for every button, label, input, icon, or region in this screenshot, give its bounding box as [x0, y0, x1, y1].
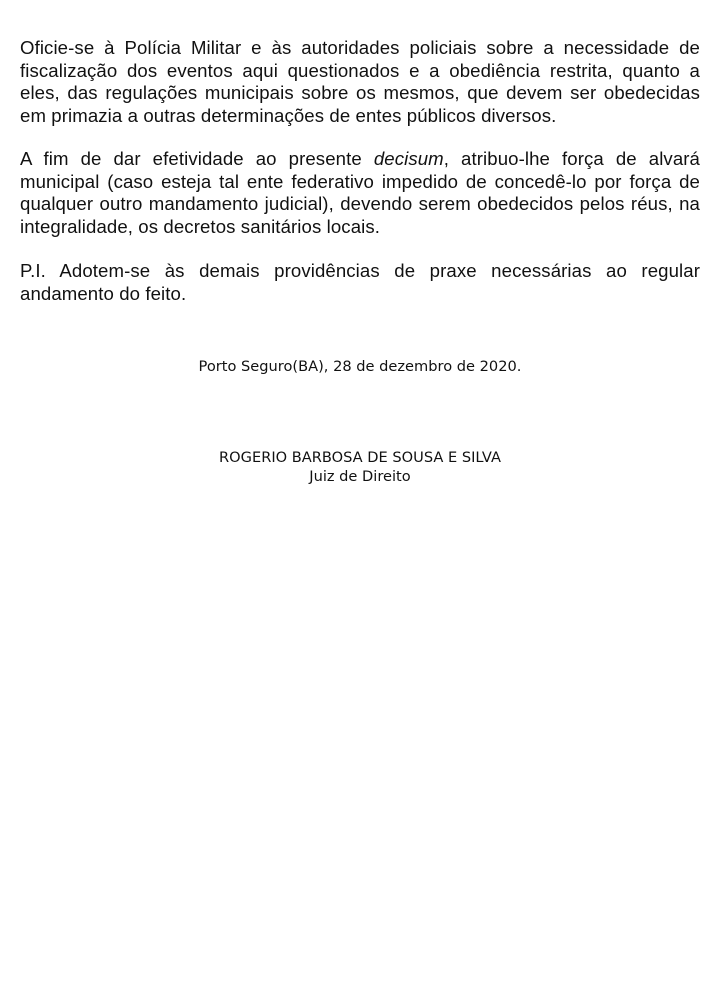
- paragraph-oficie: Oficie-se à Polícia Militar e às autoridades policiais sobre a necessidade de fiscalização dos eventos aqui questionados e a obediência restrita, quanto a eles, das regulações municipais sobre os mesmos, que devem ser obedecidas em primazia a outras determinações de entes públicos diversos.: [20, 37, 700, 126]
- signatory-title: Juiz de Direito: [309, 468, 411, 485]
- decisum-term: decisum: [373, 148, 444, 169]
- signatory-name: ROGERIO BARBOSA DE SOUSA E SILVA: [219, 449, 501, 466]
- paragraph-decisum-start: A fim de dar efetividade ao presente: [20, 148, 374, 169]
- paragraph-decisum: [20, 148, 700, 238]
- place-and-date: Porto Seguro(BA), 28 de dezembro de 2020.: [198, 358, 522, 375]
- paragraph-pi: P.I. Adotem-se às demais providências de praxe necessárias ao regular andamento do feito.: [20, 260, 700, 304]
- paragraph-decisum-end: , atribuo-lhe força de alvará municipal (caso esteja tal ente federativo impedido de concedê-lo por força de qualquer outro mandamento judicial), devendo serem obedecidos pelos réus, na integralidade, os decretos sanitários locais.: [20, 148, 700, 237]
